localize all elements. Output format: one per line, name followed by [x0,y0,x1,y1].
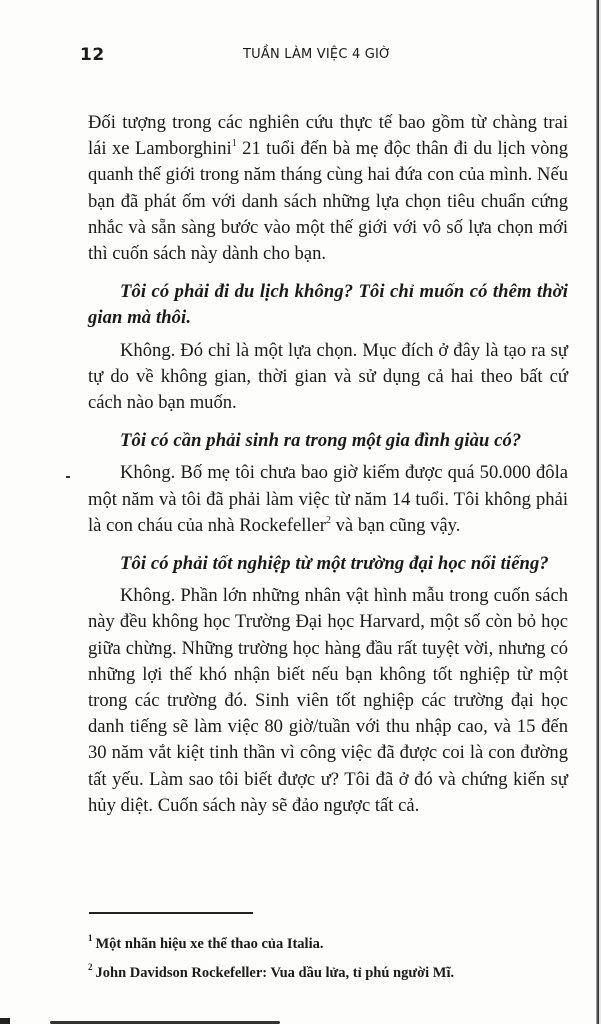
intro-paragraph [88,110,568,267]
footnote-1-mark: 1 [88,933,93,943]
page-corner-mark [0,1018,10,1024]
intro-text-part-2: 21 tuổi đến bà mẹ độc thân đi du lịch vòng quanh thế giới trong năm tháng cùng hai đứa con của mình. Nếu bạn đã phát ốm với danh sách những lựa chọn tiêu chuẩn cứng nhắc và sẵn sàng bước vào một thế giới với vô số lựa chọn mới thì cuốn sách này dành cho bạn. [88,138,568,265]
book-title: TUẦN LÀM VIỆC 4 GIỜ [243,47,392,62]
page-edge-right [596,0,599,1024]
answer-paragraph-3: Không. Phần lớn những nhân vật hình mẫu trong cuốn sách này đều không học Trường Đại học Harvard, một số còn bỏ học giữa chừng. Những trường học hàng đầu rất tuyệt vời, nhưng có những lợi thế khó nhận biết nếu bạn không tốt nghiệp từ một trong các trường đó. Sinh viên tốt nghiệp các trường đại học danh tiếng sẽ làm việc 80 giờ/tuần với thu nhập cao, và 15 đến 30 năm vắt kiệt tinh thần vì công việc đã được coi là con đường tất yếu. Làm sao tôi biết được ư? Tôi đã ở đó và chứng kiến sự hủy diệt. Cuốn sách này sẽ đảo ngược tất cả. [88,585,568,816]
footnote-2 [88,956,568,985]
footnotes [88,927,568,985]
body-text [88,110,568,819]
answer-2-text-part-2: và bạn cũng vậy. [330,514,461,536]
question-heading-3: Tôi có phải tốt nghiệp từ một trường đại học nổi tiếng? [120,553,549,575]
answer-paragraph-2 [88,460,568,539]
question-heading-1: Tôi có phải đi du lịch không? Tôi chỉ muốn có thêm thời gian mà thôi. [88,281,568,329]
answer-2-text-part-1: Không. Bố mẹ tôi chưa bao giờ kiếm được quá 50.000 đôla một năm và tôi đã phải làm việc từ năm 14 tuổi. Tôi không phải là con cháu của nhà Rockefeller [88,462,568,536]
footnote-divider [89,912,253,914]
intro-text-part-1: Đối tượng trong các nghiên cứu thực tế bao gồm từ chàng trai lái xe Lamborghini [88,112,568,160]
running-header [0,45,601,69]
footnote-2-mark: 2 [88,961,93,972]
footnote-1-text: Một nhãn hiệu xe thể thao của Italia. [95,935,324,952]
answer-paragraph-1: Không. Đó chỉ là một lựa chọn. Mục đích ở đây là tạo ra sự tự do về không gian, thời gian và sử dụng cả hai theo bất cứ cách nào bạn muốn. [88,339,568,414]
footnote-1 [88,927,568,956]
footnote-2-text: John Davidson Rockefeller: Vua dầu lửa, tỉ phú người Mĩ. [95,964,455,981]
question-heading-2: Tôi có cần phải sinh ra trong một gia đình giàu có? [120,430,522,452]
page-number: 12 [80,45,105,65]
footnote-ref-2: 2 [325,514,331,526]
footnote-ref-1: 1 [231,138,237,150]
scan-mark [66,476,70,478]
